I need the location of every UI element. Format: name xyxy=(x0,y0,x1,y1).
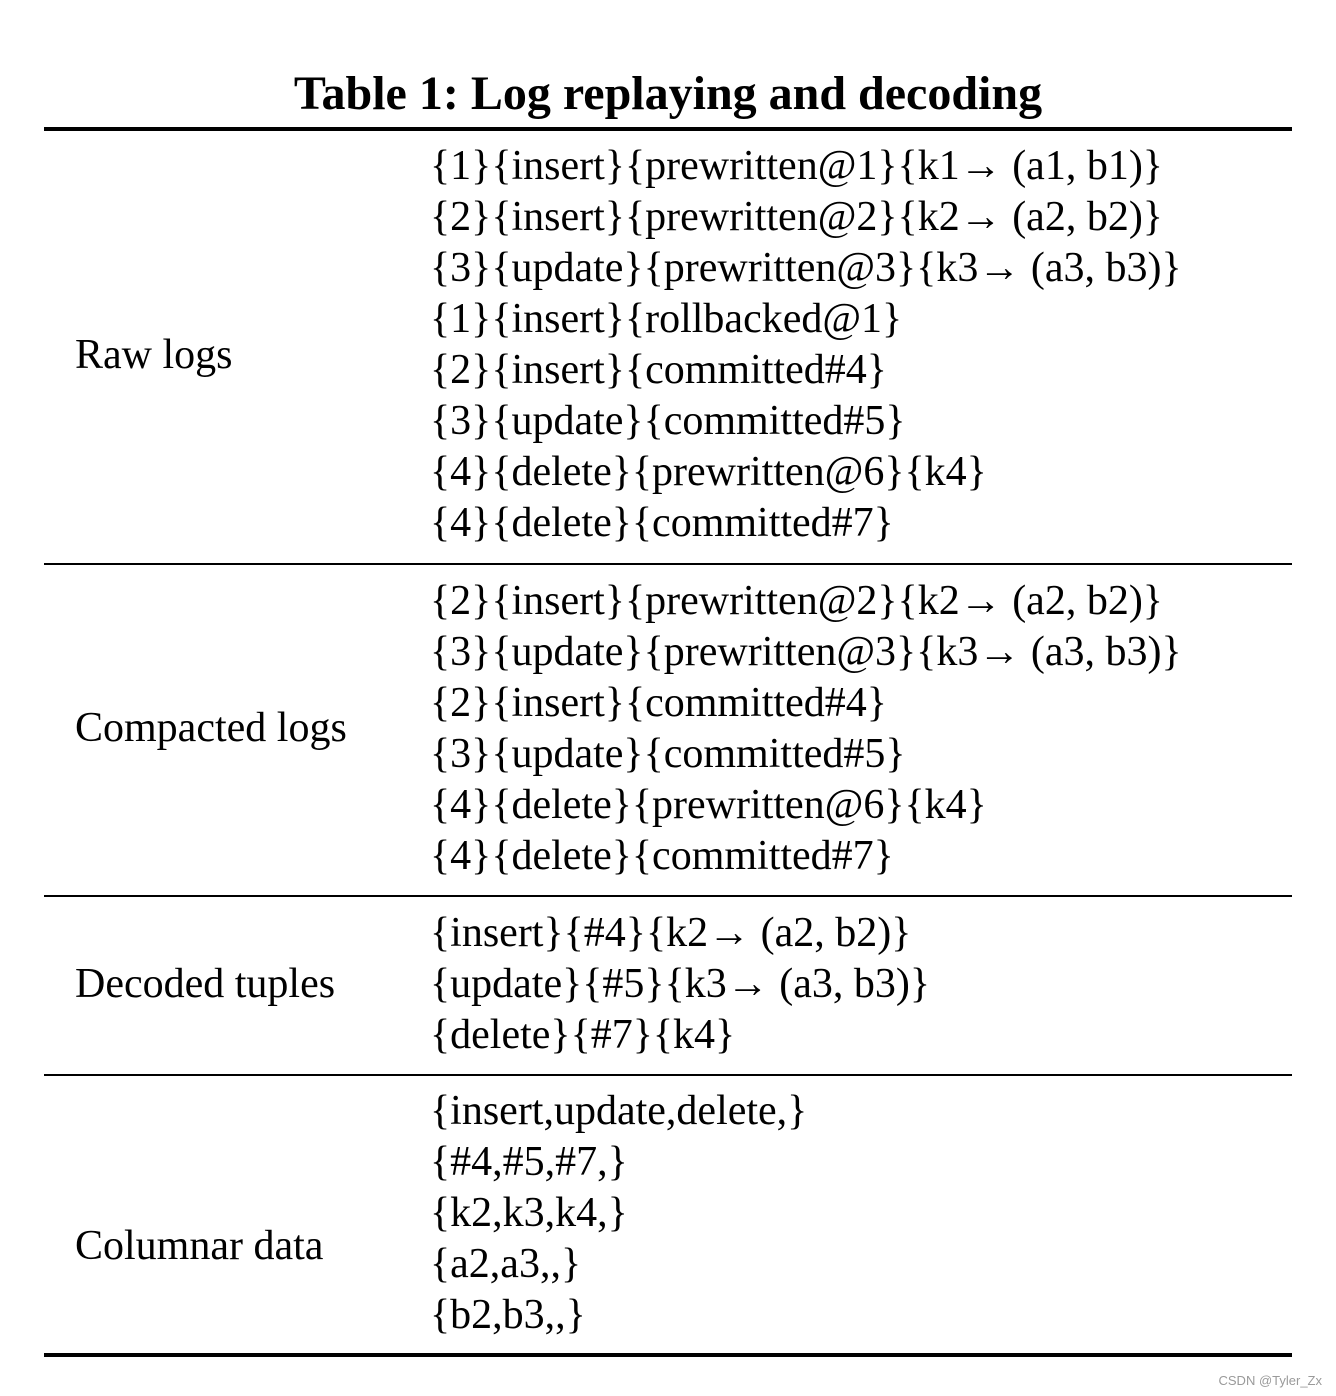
row-separator xyxy=(44,1074,1292,1076)
column-line: {insert,update,delete,} xyxy=(430,1088,808,1134)
row-separator xyxy=(44,895,1292,897)
column-line: {b2,b3,,} xyxy=(430,1292,586,1338)
log-line: {2}{insert}{prewritten@2}{k2→ (a2, b2)} xyxy=(430,194,1163,240)
log-line: {1}{insert}{prewritten@1}{k1→ (a1, b1)} xyxy=(430,143,1163,189)
tuple-line: {delete}{#7}{k4} xyxy=(430,1012,736,1058)
column-line: {k2,k3,k4,} xyxy=(430,1190,628,1236)
row-lines-raw-logs xyxy=(430,141,1182,549)
log-line: {1}{insert}{rollbacked@1} xyxy=(430,296,903,342)
log-line: {4}{delete}{committed#7} xyxy=(430,833,894,879)
column-line: {a2,a3,,} xyxy=(430,1241,582,1287)
row-lines-decoded-tuples xyxy=(430,908,930,1061)
table-caption: Table 1: Log replaying and decoding xyxy=(293,67,1043,120)
log-line: {2}{insert}{prewritten@2}{k2→ (a2, b2)} xyxy=(430,578,1163,624)
tuple-line: {insert}{#4}{k2→ (a2, b2)} xyxy=(430,910,912,956)
log-line: {2}{insert}{committed#4} xyxy=(430,680,887,726)
row-separator xyxy=(44,563,1292,565)
log-line: {3}{update}{prewritten@3}{k3→ (a3, b3)} xyxy=(430,245,1182,291)
log-line: {2}{insert}{committed#4} xyxy=(430,347,887,393)
watermark: CSDN @Tyler_Zx xyxy=(1218,1373,1322,1388)
row-lines-compacted-logs xyxy=(430,576,1182,882)
bottom-rule xyxy=(44,1353,1292,1357)
row-label-decoded-tuples: Decoded tuples xyxy=(75,961,336,1007)
column-line: {#4,#5,#7,} xyxy=(430,1139,628,1185)
tuple-line: {update}{#5}{k3→ (a3, b3)} xyxy=(430,961,931,1007)
log-line: {4}{delete}{prewritten@6}{k4} xyxy=(430,449,987,495)
log-line: {4}{delete}{committed#7} xyxy=(430,500,894,546)
row-label-columnar-data: Columnar data xyxy=(75,1223,324,1269)
log-line: {3}{update}{committed#5} xyxy=(430,398,906,444)
row-lines-columnar-data xyxy=(430,1086,807,1341)
log-line: {3}{update}{committed#5} xyxy=(430,731,906,777)
row-label-compacted-logs: Compacted logs xyxy=(75,705,347,751)
row-label-raw-logs: Raw logs xyxy=(75,332,233,378)
top-rule xyxy=(44,127,1292,131)
log-line: {3}{update}{prewritten@3}{k3→ (a3, b3)} xyxy=(430,629,1182,675)
log-line: {4}{delete}{prewritten@6}{k4} xyxy=(430,782,987,828)
